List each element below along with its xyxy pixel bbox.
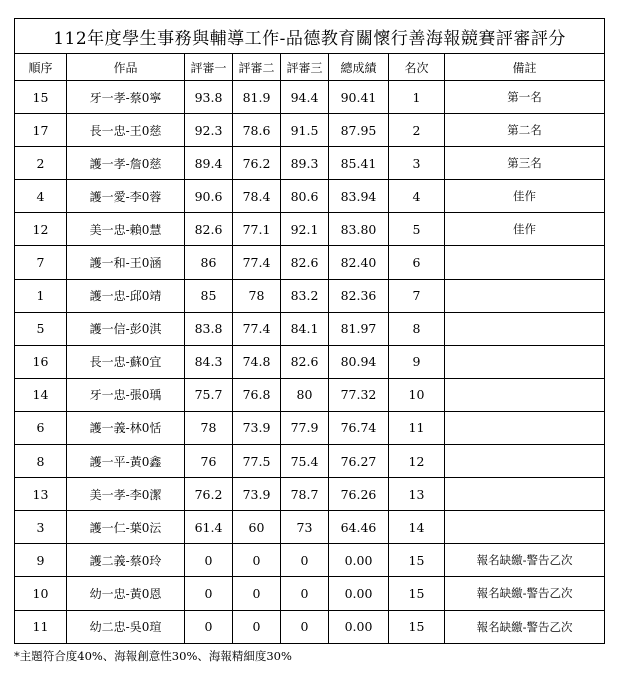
cell-judge-2: 77.4 [233, 246, 281, 279]
cell-judge-1: 76.2 [185, 478, 233, 511]
table-row [15, 544, 605, 577]
cell-work: 護一仁-葉0沄 [67, 511, 185, 544]
score-sheet [14, 18, 604, 644]
table-row [15, 180, 605, 213]
cell-note [445, 445, 605, 478]
cell-rank: 12 [389, 445, 445, 478]
cell-total: 0.00 [329, 610, 389, 643]
cell-note: 第一名 [445, 81, 605, 114]
cell-judge-3: 78.7 [281, 478, 329, 511]
cell-judge-2: 73.9 [233, 411, 281, 444]
cell-total: 76.74 [329, 411, 389, 444]
cell-total: 82.40 [329, 246, 389, 279]
cell-rank: 6 [389, 246, 445, 279]
cell-work: 護一平-黃0鑫 [67, 445, 185, 478]
cell-order: 11 [15, 610, 67, 643]
cell-judge-3: 83.2 [281, 279, 329, 312]
cell-rank: 5 [389, 213, 445, 246]
cell-judge-1: 75.7 [185, 378, 233, 411]
cell-judge-3: 91.5 [281, 114, 329, 147]
cell-total: 87.95 [329, 114, 389, 147]
cell-total: 83.80 [329, 213, 389, 246]
score-table [14, 18, 605, 644]
cell-order: 9 [15, 544, 67, 577]
cell-note: 第二名 [445, 114, 605, 147]
cell-order: 3 [15, 511, 67, 544]
cell-judge-3: 89.3 [281, 147, 329, 180]
cell-note [445, 511, 605, 544]
cell-total: 90.41 [329, 81, 389, 114]
cell-note [445, 312, 605, 345]
cell-note [445, 345, 605, 378]
cell-rank: 14 [389, 511, 445, 544]
cell-judge-1: 0 [185, 610, 233, 643]
cell-judge-1: 76 [185, 445, 233, 478]
header-judge-3: 評審三 [281, 54, 329, 81]
cell-note [445, 378, 605, 411]
cell-judge-3: 82.6 [281, 345, 329, 378]
header-total: 總成績 [329, 54, 389, 81]
table-row [15, 478, 605, 511]
cell-judge-2: 78.4 [233, 180, 281, 213]
cell-judge-2: 78 [233, 279, 281, 312]
cell-rank: 11 [389, 411, 445, 444]
cell-order: 16 [15, 345, 67, 378]
cell-total: 77.32 [329, 378, 389, 411]
cell-judge-1: 0 [185, 577, 233, 610]
cell-note [445, 279, 605, 312]
cell-total: 0.00 [329, 544, 389, 577]
cell-rank: 2 [389, 114, 445, 147]
header-note: 備註 [445, 54, 605, 81]
cell-order: 12 [15, 213, 67, 246]
header-work: 作品 [67, 54, 185, 81]
cell-order: 14 [15, 378, 67, 411]
cell-judge-2: 78.6 [233, 114, 281, 147]
cell-total: 82.36 [329, 279, 389, 312]
cell-judge-1: 92.3 [185, 114, 233, 147]
table-row [15, 411, 605, 444]
cell-rank: 15 [389, 577, 445, 610]
cell-judge-1: 82.6 [185, 213, 233, 246]
table-row [15, 378, 605, 411]
cell-judge-2: 60 [233, 511, 281, 544]
cell-judge-2: 81.9 [233, 81, 281, 114]
cell-note [445, 411, 605, 444]
cell-judge-3: 0 [281, 544, 329, 577]
cell-order: 13 [15, 478, 67, 511]
cell-rank: 1 [389, 81, 445, 114]
cell-work: 護一義-林0恬 [67, 411, 185, 444]
cell-work: 護一愛-李0蓉 [67, 180, 185, 213]
cell-work: 美一孝-李0潔 [67, 478, 185, 511]
cell-work: 護一孝-詹0慈 [67, 147, 185, 180]
cell-work: 護一和-王0涵 [67, 246, 185, 279]
table-row [15, 114, 605, 147]
cell-rank: 9 [389, 345, 445, 378]
cell-judge-3: 77.9 [281, 411, 329, 444]
cell-judge-1: 0 [185, 544, 233, 577]
header-judge-1: 評審一 [185, 54, 233, 81]
cell-total: 76.26 [329, 478, 389, 511]
cell-judge-3: 84.1 [281, 312, 329, 345]
cell-judge-2: 74.8 [233, 345, 281, 378]
cell-judge-2: 0 [233, 544, 281, 577]
cell-total: 0.00 [329, 577, 389, 610]
cell-total: 85.41 [329, 147, 389, 180]
cell-judge-1: 89.4 [185, 147, 233, 180]
table-row [15, 81, 605, 114]
cell-work: 牙一孝-蔡0寧 [67, 81, 185, 114]
cell-work: 長一忠-蘇0宜 [67, 345, 185, 378]
cell-note: 第三名 [445, 147, 605, 180]
cell-rank: 15 [389, 610, 445, 643]
cell-note: 報名缺繳-警告乙次 [445, 577, 605, 610]
cell-judge-3: 80 [281, 378, 329, 411]
cell-judge-3: 82.6 [281, 246, 329, 279]
header-row [15, 54, 605, 81]
header-order: 順序 [15, 54, 67, 81]
cell-total: 81.97 [329, 312, 389, 345]
cell-judge-2: 73.9 [233, 478, 281, 511]
cell-order: 4 [15, 180, 67, 213]
scoring-footnote: *主題符合度40%、海報創意性30%、海報精細度30% [14, 649, 292, 663]
cell-rank: 10 [389, 378, 445, 411]
cell-note [445, 478, 605, 511]
cell-note: 報名缺繳-警告乙次 [445, 544, 605, 577]
cell-judge-3: 94.4 [281, 81, 329, 114]
cell-work: 幼一忠-黃0恩 [67, 577, 185, 610]
cell-judge-2: 76.8 [233, 378, 281, 411]
cell-note: 佳作 [445, 213, 605, 246]
cell-order: 8 [15, 445, 67, 478]
cell-total: 83.94 [329, 180, 389, 213]
cell-judge-1: 86 [185, 246, 233, 279]
cell-rank: 3 [389, 147, 445, 180]
cell-judge-2: 76.2 [233, 147, 281, 180]
cell-judge-2: 0 [233, 577, 281, 610]
cell-judge-2: 77.5 [233, 445, 281, 478]
table-title: 112年度學生事務與輔導工作-品德教育關懷行善海報競賽評審評分 [15, 19, 605, 54]
cell-work: 護一忠-邱0靖 [67, 279, 185, 312]
cell-note: 佳作 [445, 180, 605, 213]
table-row [15, 246, 605, 279]
header-judge-2: 評審二 [233, 54, 281, 81]
cell-rank: 13 [389, 478, 445, 511]
cell-judge-1: 83.8 [185, 312, 233, 345]
cell-total: 80.94 [329, 345, 389, 378]
cell-judge-1: 85 [185, 279, 233, 312]
cell-work: 長一忠-王0慈 [67, 114, 185, 147]
cell-rank: 4 [389, 180, 445, 213]
cell-judge-3: 75.4 [281, 445, 329, 478]
header-rank: 名次 [389, 54, 445, 81]
cell-judge-1: 93.8 [185, 81, 233, 114]
cell-work: 護二義-蔡0玲 [67, 544, 185, 577]
cell-order: 15 [15, 81, 67, 114]
cell-note: 報名缺繳-警告乙次 [445, 610, 605, 643]
table-row [15, 345, 605, 378]
cell-work: 護一信-彭0淇 [67, 312, 185, 345]
cell-judge-2: 77.1 [233, 213, 281, 246]
cell-order: 6 [15, 411, 67, 444]
cell-judge-3: 80.6 [281, 180, 329, 213]
table-row [15, 279, 605, 312]
cell-judge-3: 0 [281, 577, 329, 610]
cell-judge-3: 92.1 [281, 213, 329, 246]
cell-work: 牙一忠-張0瑀 [67, 378, 185, 411]
table-row [15, 213, 605, 246]
cell-judge-3: 0 [281, 610, 329, 643]
cell-judge-3: 73 [281, 511, 329, 544]
table-row [15, 445, 605, 478]
cell-note [445, 246, 605, 279]
cell-order: 5 [15, 312, 67, 345]
cell-order: 17 [15, 114, 67, 147]
cell-judge-1: 61.4 [185, 511, 233, 544]
cell-total: 64.46 [329, 511, 389, 544]
cell-order: 7 [15, 246, 67, 279]
cell-total: 76.27 [329, 445, 389, 478]
cell-judge-1: 90.6 [185, 180, 233, 213]
cell-order: 10 [15, 577, 67, 610]
cell-judge-2: 77.4 [233, 312, 281, 345]
table-row [15, 610, 605, 643]
cell-rank: 7 [389, 279, 445, 312]
cell-judge-2: 0 [233, 610, 281, 643]
cell-work: 美一忠-賴0慧 [67, 213, 185, 246]
cell-rank: 8 [389, 312, 445, 345]
cell-work: 幼二忠-吳0瑄 [67, 610, 185, 643]
table-row [15, 147, 605, 180]
table-row [15, 577, 605, 610]
cell-judge-1: 78 [185, 411, 233, 444]
cell-order: 1 [15, 279, 67, 312]
table-row [15, 312, 605, 345]
table-row [15, 511, 605, 544]
cell-judge-1: 84.3 [185, 345, 233, 378]
cell-order: 2 [15, 147, 67, 180]
cell-rank: 15 [389, 544, 445, 577]
